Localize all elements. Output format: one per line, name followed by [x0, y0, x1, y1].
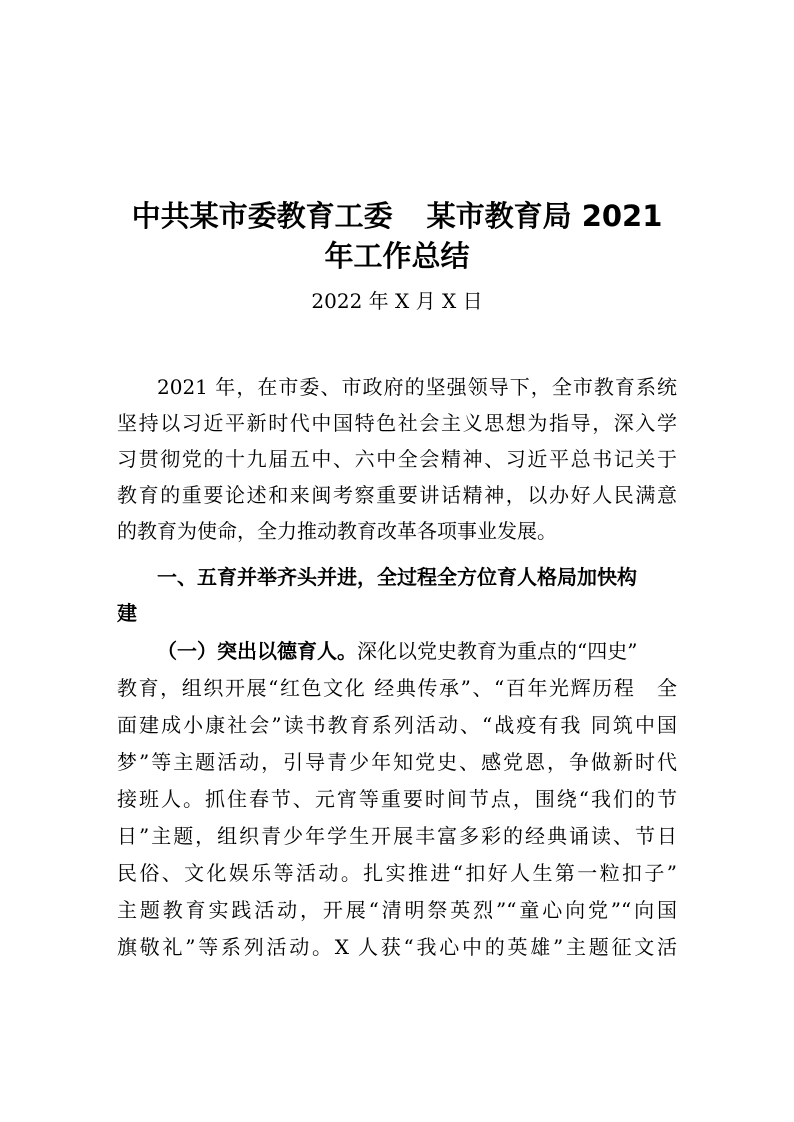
intro-line: 习贯彻党的十九届五中、六中全会精神、习近平总书记关于 [117, 447, 677, 471]
body-line: 主题教育实践活动，开展“清明祭英烈”“童心向党”“向国 [117, 898, 677, 922]
intro-line: 教育的重要论述和来闽考察重要讲话精神，以办好人民满意 [117, 483, 677, 507]
body-line: 面建成小康社会”读书教育系列活动、“战疫有我 同筑中国 [117, 713, 677, 737]
subsection-label: （一）突出以德育人。 [157, 639, 357, 663]
document-title-line1 [110, 196, 684, 236]
body-line: 日”主题，组织青少年学生开展丰富多彩的经典诵读、节日 [117, 824, 677, 848]
body-line: 民俗、文化娱乐等活动。扎实推进“扣好人生第一粒扣子” [117, 861, 677, 885]
intro-line: 坚持以习近平新时代中国特色社会主义思想为指导，深入学 [117, 411, 677, 435]
subsection-first-line [157, 634, 677, 668]
body-line: 旗敬礼”等系列活动。X 人获“我心中的英雄”主题征文活 [117, 935, 677, 959]
intro-line: 2021 年，在市委、市政府的坚强领导下，全市教育系统 [157, 375, 677, 399]
section-heading-continued: 建 [117, 601, 137, 625]
title-org-name: 中共某市委教育工委 [131, 199, 393, 233]
document-date: 2022 年 X 月 X 日 [311, 289, 483, 313]
intro-line: 的教育为使命，全力推动教育改革各项事业发展。 [117, 519, 557, 543]
subsection-text: 深化以党史教育为重点的“四史” [357, 639, 638, 663]
document-title-line2: 年工作总结 [324, 239, 470, 273]
title-bureau-year: 某市教育局 2021 [426, 199, 663, 233]
section-heading: 一、五育并举齐头并进，全过程全方位育人格局加快构 [157, 565, 637, 589]
body-line: 梦”等主题活动，引导青少年知党史、感党恩，争做新时代 [117, 750, 677, 774]
body-line: 教育，组织开展“红色文化 经典传承”、“百年光辉历程 全 [117, 676, 677, 700]
body-line: 接班人。抓住春节、元宵等重要时间节点，围绕“我们的节 [117, 787, 677, 811]
